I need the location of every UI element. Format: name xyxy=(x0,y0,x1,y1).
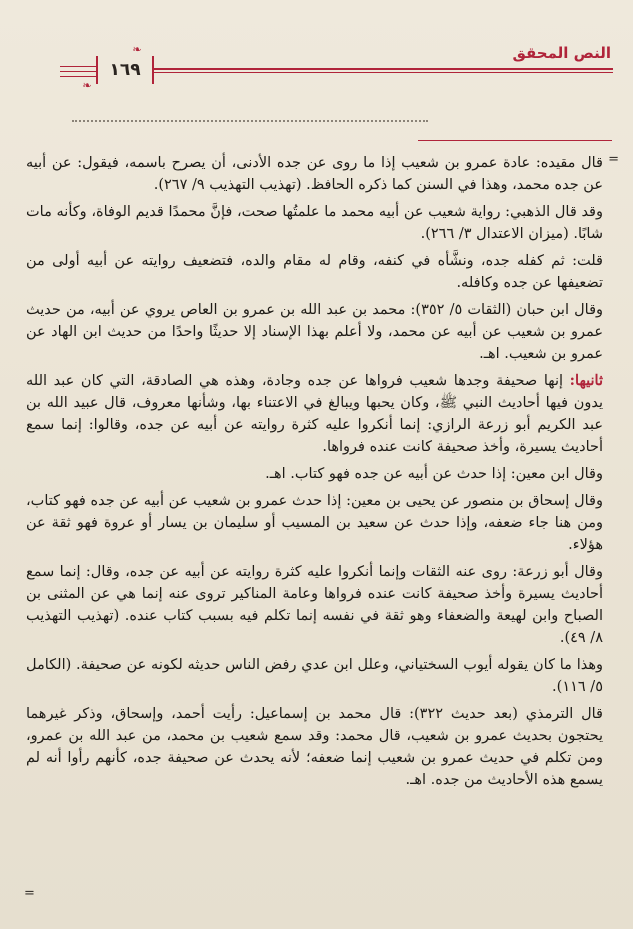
paragraph-text: إنها صحيفة وجدها شعيب فرواها عن جده وجادة، وهذه هي الصادقة، التي كان عبد الله يدون فيها أحاديث النبي ﷺ، وكان يحبها ويبالغ في الاعتناء بها، وشأنها معروف، قال عبيد الله بن عبد الكريم أبو زرعة الرازي: إنما أنكروا عليه كثرة روايته عن أبيه عن جده، وقالوا: إنما سمع أحاديث يسيرة، وأخذ صحيفة كانت عنده فرواها. xyxy=(26,373,603,455)
left-rule-top xyxy=(60,66,96,67)
page-number: ١٦٩ xyxy=(96,56,154,84)
paragraph-text: وقال ابن حبان (الثقات ٥/ ٣٥٢): محمد بن عبد الله بن عمرو بن العاص يروي عن أبيه، من حديث عمرو بن شعيب عن أبيه عن محمد، ولا أعلم بهذا الإسناد إلا حديثًا واحدًا من حديث ابن الهاد عن عمرو بن شعيب. اهـ. xyxy=(26,302,603,362)
continuation-mark-end: = xyxy=(24,886,35,901)
paragraph xyxy=(26,490,603,556)
paragraph-text: وقال إسحاق بن منصور عن يحيى بن معين: إذا حدث عمرو بن شعيب عن أبيه عن جده فهو كتاب، ومن هنا جاء ضعفه، وإذا حدث عن سعيد بن المسيب أو سليمان بن يسار أو عروة فهو ثقة عن هؤلاء. xyxy=(26,493,603,553)
paragraph-text: قلت: ثم كفله جده، ونشَّأه في كنفه، وقام له مقام والده، فتضعيف روايته عن أبيه أولى من تضعيفها عن جده وكافله. xyxy=(26,253,603,291)
floral-ornament-icon: ❧ xyxy=(132,43,142,56)
paragraph xyxy=(26,463,603,485)
header-rule-thick xyxy=(152,68,613,70)
paragraph xyxy=(26,703,603,791)
footnote-rule xyxy=(418,140,612,141)
paragraph-text: وهذا ما كان يقوله أيوب السختياني، وعلل ابن عدي رفض الناس حديثه لكونه عن صحيفة. (الكامل ٥/ ١١٦). xyxy=(26,657,603,695)
paragraph-text: قال الترمذي (بعد حديث ٣٢٢): قال محمد بن إسماعيل: رأيت أحمد، وإسحاق، وذكر غيرهما يحتجون بحديث عمرو بن شعيب، قال محمد: وقد سمع شعيب بن محمد، من عبد الله بن عمرو، ومن تكلم في حديث عمرو بن شعيب إنما ضعفه؛ لأنه يحدث عن صحيفة جده، كأنهم رأوا أنه لم يسمع هذه الأحاديث من جده. اهـ. xyxy=(26,706,603,788)
left-rule-bottom xyxy=(60,76,96,77)
paragraph xyxy=(26,250,603,294)
dotted-separator xyxy=(72,120,428,122)
paragraph xyxy=(26,561,603,649)
header-rule-thin xyxy=(152,72,613,73)
paragraph-lead: ثانيها: xyxy=(569,372,603,389)
paragraph-text: وقال أبو زرعة: روى عنه الثقات وإنما أنكروا عليه كثرة روايته عن أبيه عن جده، وقال: إنما سمع أحاديث يسيرة وأخذ صحيفة كانت عنده فرواها وعامة المناكير تروى عنه إنما هي عن المثنى بن الصباح وابن لهيعة والضعفاء وهو ثقة في نفسه إنما تكلم فيه بسبب كتاب عنده. (تهذيب التهذيب ٨/ ٤٩). xyxy=(26,564,603,646)
paragraph-text: وقد قال الذهبي: رواية شعيب عن أبيه محمد ما علمتُها صحت، فإنَّ محمدًا قديم الوفاة، وكأنه مات شابًا. (ميزان الاعتدال ٣/ ٢٦٦). xyxy=(26,204,603,242)
page-header xyxy=(0,0,633,100)
paragraph-text: قال مقيده: عادة عمرو بن شعيب إذا ما روى عن جده الأدنى، أن يصرح باسمه، فيقول: عن أبيه عن جده محمد، وهذا في السنن كما ذكره الحافظ. (تهذيب التهذيب ٩/ ٢٦٧). xyxy=(26,155,603,193)
footnote-text xyxy=(26,152,603,796)
paragraph xyxy=(26,201,603,245)
running-title: النص المحقق xyxy=(512,44,611,62)
left-rule-middle xyxy=(60,71,96,72)
paragraph-text: وقال ابن معين: إذا حدث عن أبيه عن جده فهو كتاب. اهـ. xyxy=(265,466,603,482)
paragraph xyxy=(26,152,603,196)
continuation-mark-start: = xyxy=(608,152,619,167)
paragraph xyxy=(26,299,603,365)
floral-ornament-icon: ❧ xyxy=(82,79,92,92)
paragraph xyxy=(26,370,603,458)
paragraph xyxy=(26,654,603,698)
